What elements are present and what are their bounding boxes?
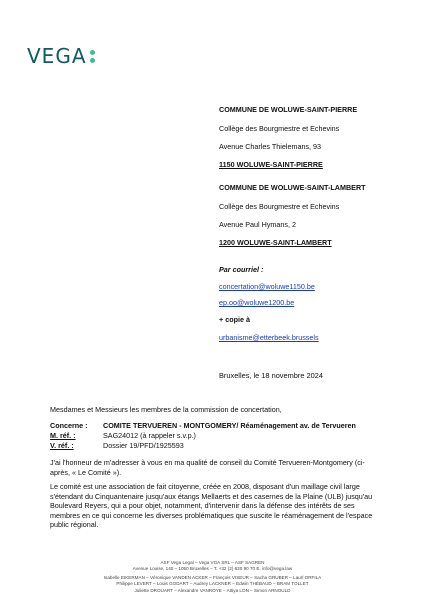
email-link-1[interactable]: concertation@woluwe1150.be: [219, 282, 315, 291]
reference-value: COMITE TERVUEREN - MONTGOMERY/ Réaménagement av. de Tervueren: [103, 421, 356, 430]
footer-line-4: Philippe LEVERT – Louis GODART – Audrey LACKNER – Edwin THÉBAUD – BRAM TOLLET: [116, 581, 309, 587]
vega-logo: [27, 44, 95, 68]
copy-label: + copie à: [219, 315, 250, 324]
recipient-2-line2: Avenue Paul Hymans, 2: [219, 220, 296, 229]
salutation: Mesdames et Messieurs les membres de la commission de concertation,: [50, 405, 282, 414]
recipient-1-name: COMMUNE DE WOLUWE-SAINT-PIERRE: [219, 105, 358, 114]
reference-label: V. réf. :: [50, 441, 74, 450]
logo-dots-icon: [90, 50, 95, 63]
reference-row: [50, 431, 356, 441]
email-link-2[interactable]: ep.oo@woluwe1200.be: [219, 298, 295, 307]
reference-table: [50, 421, 356, 451]
footer-line-2: Avenue Louise, 140 – 1050 Bruxelles – T. +32 (2) 620 90 70 E. info@vega.law: [132, 566, 293, 572]
footer-office: [0, 560, 425, 573]
reference-row: [50, 441, 356, 451]
recipient-2-city: 1200 WOLUWE-SAINT-LAMBERT: [219, 238, 332, 247]
recipient-1-line2: Avenue Charles Thielemans, 93: [219, 142, 322, 151]
paragraph-intro: J'ai l'honneur de m'adresser à vous en ma qualité de conseil du Comité Tervueren-Montgomery (ci-après, « Le Comité »).: [50, 458, 365, 477]
recipient-1-city: 1150 WOLUWE-SAINT-PIERRE: [219, 160, 323, 169]
footer-line-3: Isabelle EIKERMAN – Véronique VANDEN ACKER – François VISEUR – Sacha GRUBER – Laurl ORFILA: [103, 575, 322, 580]
email-link-3[interactable]: urbanisme@etterbeek.brussels: [219, 333, 319, 342]
email-label: Par courriel :: [219, 265, 264, 274]
reference-label: Concerne :: [50, 421, 88, 430]
footer-partners: [0, 575, 425, 594]
reference-value: SAG24012 (à rappeler s.v.p.): [103, 431, 196, 440]
recipient-1-line1: Collège des Bourgmestre et Echevins: [219, 124, 340, 133]
letter-date: Bruxelles, le 18 novembre 2024: [219, 371, 323, 380]
logo-text: VEGA: [27, 44, 87, 68]
reference-label: M. réf. :: [50, 431, 76, 440]
recipient-2-line1: Collège des Bourgmestre et Echevins: [219, 202, 340, 211]
recipient-2-name: COMMUNE DE WOLUWE-SAINT-LAMBERT: [219, 183, 366, 192]
footer-line-1: ASF Vega Legal – Vega VGA SRL – ASF SAGREN: [160, 560, 265, 565]
reference-value: Dossier 19/PFD/1925593: [103, 441, 184, 450]
footer-line-5: Juliette DROUART – Alexandre VANROYE – Attiya LON – Simon ARNOULD: [134, 587, 291, 593]
reference-row: [50, 421, 356, 431]
paragraph-committee: Le comité est une association de fait citoyenne, créée en 2008, disposant d'un maillage civil large s'étendant du Cinquantenaire jusqu'aux étangs Mellaerts et des casernes de la Plaine (ULB) jusqu'au Boulevard Reyers, qui a pour objet, notamment, d'intervenir dans la défense des intérêts de ses membres en ce qui concerne les diverses problématiques que suscite le réaménagement de l'espace public régional.: [50, 482, 373, 530]
